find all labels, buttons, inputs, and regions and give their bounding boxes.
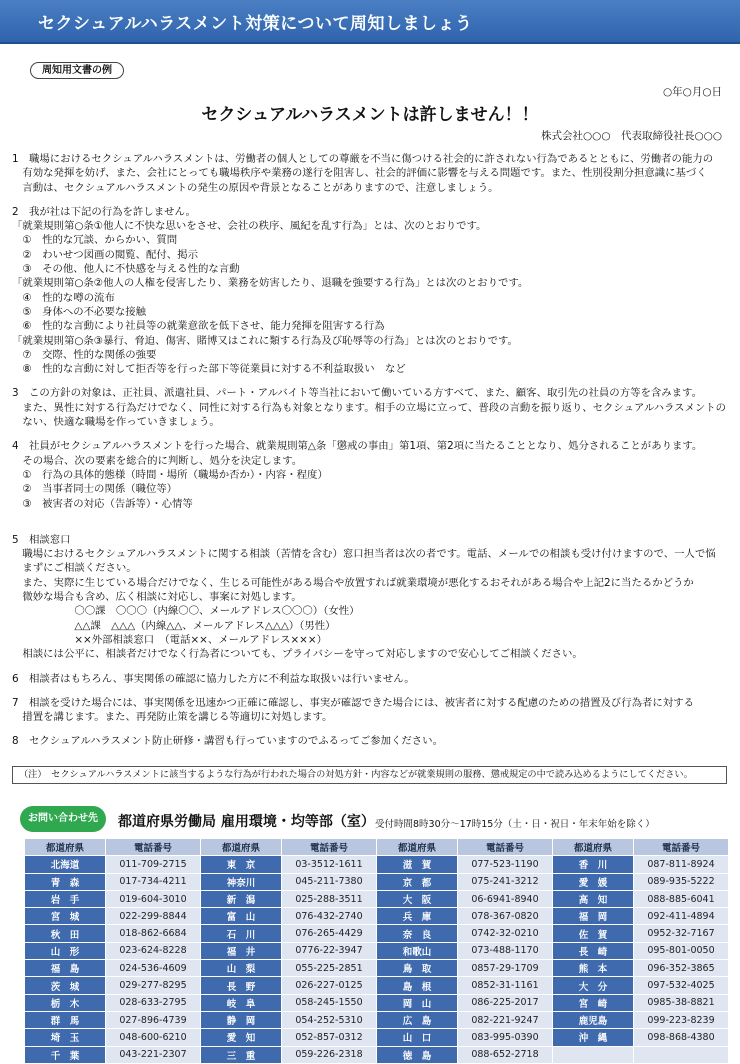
prefecture-cell: 愛 知 xyxy=(201,1029,281,1045)
phone-cell: 059-226-2318 xyxy=(282,1047,376,1063)
prefecture-cell: 長 崎 xyxy=(553,943,633,959)
phone-cell: 095-801-0050 xyxy=(634,943,728,959)
section-line: 4 社員がセクシュアルハラスメントを行った場合、就業規則第△条「懲戒の事由」第1項、第2項に当たることとなり、処分されることがあります。 xyxy=(12,440,703,453)
phone-cell: 043-221-2307 xyxy=(106,1047,200,1063)
prefecture-cell: 福 井 xyxy=(201,943,281,959)
table-row xyxy=(25,856,728,872)
prefecture-cell: 鹿児島 xyxy=(553,1012,633,1028)
section-line: 1 職場におけるセクシュアルハラスメントは、労働者の個人としての尊厳を不当に傷つける社会的に許されない行為であるとともに、労働者の能力の xyxy=(12,153,714,165)
section-line: ① 行為の具体的態様（時間・場所（職場か否か）・内容・程度） xyxy=(12,468,328,481)
phone-cell: 0852-31-1161 xyxy=(458,977,552,993)
section-line: また、異性に対する行為だけでなく、同性に対する行為も対象となります。相手の立場に立って、普段の言動を振り返り、セクシュアルハラスメントの xyxy=(12,401,727,414)
section-line: ② わいせつ図画の閲覧、配付、掲示 xyxy=(12,248,198,261)
prefecture-cell: 熊 本 xyxy=(553,960,633,976)
prefecture-cell: 奈 良 xyxy=(377,925,457,941)
prefecture-cell: 新 潟 xyxy=(201,891,281,907)
header-prefecture: 都道府県 xyxy=(377,839,457,855)
document-title: セクシュアルハラスメントは許しません！！ xyxy=(201,105,539,125)
phone-cell: 028-633-2795 xyxy=(106,995,200,1011)
section-line: ⑤ 身体への不必要な接触 xyxy=(12,305,147,318)
prefecture-cell: 京 都 xyxy=(377,874,457,890)
table-row xyxy=(25,943,728,959)
prefecture-cell: 千 葉 xyxy=(25,1047,105,1063)
phone-cell: 055-225-2851 xyxy=(282,960,376,976)
section-line: 職場におけるセクシュアルハラスメントに関する相談（苦情を含む）窓口担当者は次の者です。電話、メールでの相談も受け付けますので、一人で悩 xyxy=(12,548,716,561)
section-line: ⑥ 性的な言動により社員等の就業意欲を低下させ、能力発揮を阻害する行為 xyxy=(12,320,385,333)
phone-cell: 019-604-3010 xyxy=(106,891,200,907)
phone-cell: 026-227-0125 xyxy=(282,977,376,993)
prefecture-cell: 石 川 xyxy=(201,925,281,941)
phone-cell: 076-265-4429 xyxy=(282,925,376,941)
prefecture-cell: 埼 玉 xyxy=(25,1029,105,1045)
phone-cell: 0952-32-7167 xyxy=(634,925,728,941)
phone-cell: 083-995-0390 xyxy=(458,1029,552,1045)
table-row xyxy=(25,908,728,924)
prefecture-cell: 和歌山 xyxy=(377,943,457,959)
section-line: ③ その他、他人に不快感を与える性的な言動 xyxy=(12,263,240,276)
header-phone: 電話番号 xyxy=(282,839,376,855)
phone-cell: 087-811-8924 xyxy=(634,856,728,872)
prefecture-cell: 岡 山 xyxy=(377,995,457,1011)
section-3 xyxy=(12,386,732,429)
phone-cell: 022-299-8844 xyxy=(106,908,200,924)
phone-cell: 048-600-6210 xyxy=(106,1029,200,1045)
section-line: ④ 性的な噂の流布 xyxy=(12,291,115,304)
prefecture-cell: 大 阪 xyxy=(377,891,457,907)
table-row xyxy=(25,1047,728,1063)
table-row xyxy=(25,891,728,907)
section-4 xyxy=(12,439,732,510)
prefecture-cell: 大 分 xyxy=(553,977,633,993)
labour-bureau-directory xyxy=(24,838,729,1064)
prefecture-cell: 北海道 xyxy=(25,856,105,872)
phone-cell: 097-532-4025 xyxy=(634,977,728,993)
section-line: 言動は、セクシュアルハラスメントの発生の原因や背景となることがありますので、注意しましょう。 xyxy=(12,181,499,194)
phone-cell: 078-367-0820 xyxy=(458,908,552,924)
phone-cell: 011-709-2715 xyxy=(106,856,200,872)
phone-cell: 096-352-3865 xyxy=(634,960,728,976)
section-line: ⑧ 性的な言動に対して拒否等を行った部下等従業員に対する不利益取扱い など xyxy=(12,363,406,376)
section-line: まずにご相談ください。 xyxy=(12,562,137,575)
section-line: ⑦ 交際、性的な関係の強要 xyxy=(12,348,157,361)
prefecture-cell: 佐 賀 xyxy=(553,925,633,941)
phone-cell: 076-432-2740 xyxy=(282,908,376,924)
phone-cell: 017-734-4211 xyxy=(106,874,200,890)
section-line: ③ 被害者の対応（告訴等）・心情等 xyxy=(12,497,193,510)
contact-office: 都道府県労働局 雇用環境・均等部（室） xyxy=(118,814,375,830)
prefecture-cell: 神奈川 xyxy=(201,874,281,890)
prefecture-cell: 栃 木 xyxy=(25,995,105,1011)
section-line: 2 我が社は下記の行為を許しません。 xyxy=(12,205,196,218)
section-line: 有効な発揮を妨げ、また、会社にとっても職場秩序や業務の遂行を阻害し、社会的評価に影響を与える問題です。また、性別役割分担意識に基づく xyxy=(12,167,707,180)
header-prefecture: 都道府県 xyxy=(201,839,281,855)
header-prefecture: 都道府県 xyxy=(553,839,633,855)
section-line: 微妙な場合も含め、広く相談に対応し、事案に対処します。 xyxy=(12,591,302,604)
section-1 xyxy=(12,152,732,195)
prefecture-cell: 岐 阜 xyxy=(201,995,281,1011)
section-line: また、実際に生じている場合だけでなく、生じる可能性がある場合や放置すれば就業環境が悪化するおそれがある場合や上記2に当たるかどうか xyxy=(12,576,694,589)
prefecture-cell: 秋 田 xyxy=(25,925,105,941)
header-phone: 電話番号 xyxy=(458,839,552,855)
prefecture-cell: 兵 庫 xyxy=(377,908,457,924)
section-line: △△課 △△△（内線△△、メールアドレス△△△）（男性） xyxy=(12,619,336,632)
section-line: 5 相談窓口 xyxy=(12,533,71,546)
section-line: 措置を講じます。また、再発防止策を講じる等適切に対処します。 xyxy=(12,711,333,724)
section-line: ① 性的な冗談、からかい、質問 xyxy=(12,234,178,247)
prefecture-cell: 青 森 xyxy=(25,874,105,890)
phone-cell: 088-885-6041 xyxy=(634,891,728,907)
section-line: 相談には公平に、相談者だけでなく行為者についても、プライバシーを守って対応しますので安心してご相談ください。 xyxy=(12,648,583,661)
section-line: 「就業規則第○条②他人の人権を侵害したり、業務を妨害したり、退職を強要する行為」とは次のとおりです。 xyxy=(12,277,529,290)
section-7 xyxy=(12,696,732,725)
directory-body xyxy=(25,856,728,1063)
phone-cell: 025-288-3511 xyxy=(282,891,376,907)
prefecture-cell: 東 京 xyxy=(201,856,281,872)
phone-cell: 018-862-6684 xyxy=(106,925,200,941)
prefecture-cell: 群 馬 xyxy=(25,1012,105,1028)
prefecture-cell: 島 根 xyxy=(377,977,457,993)
prefecture-cell: 山 形 xyxy=(25,943,105,959)
prefecture-cell xyxy=(553,1047,633,1063)
prefecture-cell: 山 梨 xyxy=(201,960,281,976)
phone-cell: 073-488-1170 xyxy=(458,943,552,959)
header-phone: 電話番号 xyxy=(106,839,200,855)
banner-title: セクシュアルハラスメント対策について周知しましょう xyxy=(38,14,473,34)
phone-cell: 088-652-2718 xyxy=(458,1047,552,1063)
prefecture-cell: 愛 媛 xyxy=(553,874,633,890)
phone-cell: 0857-29-1709 xyxy=(458,960,552,976)
phone-cell: 086-225-2017 xyxy=(458,995,552,1011)
phone-cell: 075-241-3212 xyxy=(458,874,552,890)
phone-cell: 077-523-1190 xyxy=(458,856,552,872)
section-line: ××外部相談窓口 （電話××、メールアドレス×××） xyxy=(12,633,327,646)
prefecture-cell: 沖 縄 xyxy=(553,1029,633,1045)
section-line: 7 相談を受けた場合には、事実関係を迅速かつ正確に確認し、事実が確認できた場合には、被害者に対する配慮のための措置及び行為者に対する xyxy=(12,696,694,709)
phone-cell: 092-411-4894 xyxy=(634,908,728,924)
phone-cell: 024-536-4609 xyxy=(106,960,200,976)
phone-cell: 098-868-4380 xyxy=(634,1029,728,1045)
phone-cell: 054-252-5310 xyxy=(282,1012,376,1028)
phone-cell: 0776-22-3947 xyxy=(282,943,376,959)
table-row xyxy=(25,874,728,890)
contact-hours: 受付時間8時30分～17時15分（土・日・祝日・年末年始を除く） xyxy=(375,819,655,830)
section-line: ② 当事者同士の関係（職位等） xyxy=(12,483,178,496)
table-row xyxy=(25,960,728,976)
prefecture-cell: 宮 城 xyxy=(25,908,105,924)
table-row xyxy=(25,977,728,993)
policy-body xyxy=(12,152,732,749)
section-5 xyxy=(12,533,732,662)
phone-cell: 023-624-8228 xyxy=(106,943,200,959)
section-line: 〇〇課 〇〇〇（内線〇〇、メールアドレス〇〇〇）（女性） xyxy=(12,605,360,618)
prefecture-cell: 滋 賀 xyxy=(377,856,457,872)
prefecture-cell: 三 重 xyxy=(201,1047,281,1063)
phone-cell: 058-245-1550 xyxy=(282,995,376,1011)
prefecture-cell: 長 野 xyxy=(201,977,281,993)
phone-cell: 089-935-5222 xyxy=(634,874,728,890)
phone-cell: 0985-38-8821 xyxy=(634,995,728,1011)
company-signature: 株式会社○○○ 代表取締役社長○○○ xyxy=(541,130,722,142)
prefecture-cell: 岩 手 xyxy=(25,891,105,907)
prefecture-cell: 富 山 xyxy=(201,908,281,924)
phone-cell: 06-6941-8940 xyxy=(458,891,552,907)
section-line: 8 セクシュアルハラスメント防止研修・講習も行っていますのでふるってご参加ください。 xyxy=(12,735,443,748)
prefecture-cell: 福 岡 xyxy=(553,908,633,924)
section-line: 「就業規則第○条③暴行、脅迫、傷害、賭博又はこれに類する行為及び恥辱等の行為」とは次のとおりです。 xyxy=(12,334,518,347)
section-2 xyxy=(12,205,732,377)
phone-cell: 029-277-8295 xyxy=(106,977,200,993)
phone-cell: 052-857-0312 xyxy=(282,1029,376,1045)
phone-cell xyxy=(634,1047,728,1063)
prefecture-cell: 鳥 取 xyxy=(377,960,457,976)
contact-badge: お問い合わせ先 xyxy=(20,806,106,832)
table-row xyxy=(25,995,728,1011)
prefecture-cell: 広 島 xyxy=(377,1012,457,1028)
prefecture-cell: 山 口 xyxy=(377,1029,457,1045)
section-line: 「就業規則第○条①他人に不快な思いをさせ、会社の秩序、風紀を乱す行為」とは、次のとおりです。 xyxy=(12,220,487,233)
section-8 xyxy=(12,734,732,748)
phone-cell: 027-896-4739 xyxy=(106,1012,200,1028)
phone-cell: 045-211-7380 xyxy=(282,874,376,890)
section-line: 3 この方針の対象は、正社員、派遣社員、パート・アルバイト等当社において働いている方すべて、また、顧客、取引先の社員の方等を含みます。 xyxy=(12,387,702,400)
prefecture-cell: 宮 崎 xyxy=(553,995,633,1011)
prefecture-cell: 茨 城 xyxy=(25,977,105,993)
document-date: ○年○月○日 xyxy=(663,86,722,98)
table-row xyxy=(25,1012,728,1028)
table-row xyxy=(25,925,728,941)
phone-cell: 0742-32-0210 xyxy=(458,925,552,941)
prefecture-cell: 高 知 xyxy=(553,891,633,907)
prefecture-cell: 徳 島 xyxy=(377,1047,457,1063)
section-line: その場合、次の要素を総合的に判断し、処分を決定します。 xyxy=(12,454,303,467)
section-6 xyxy=(12,672,732,686)
header-prefecture: 都道府県 xyxy=(25,839,105,855)
phone-cell: 082-221-9247 xyxy=(458,1012,552,1028)
section-line: ない、快適な職場を作っていきましょう。 xyxy=(12,416,220,429)
table-row xyxy=(25,1029,728,1045)
header-phone: 電話番号 xyxy=(634,839,728,855)
directory-header-row xyxy=(25,839,728,855)
header-banner xyxy=(0,0,740,44)
prefecture-cell: 福 島 xyxy=(25,960,105,976)
prefecture-cell: 香 川 xyxy=(553,856,633,872)
phone-cell: 03-3512-1611 xyxy=(282,856,376,872)
note-box: （注） セクシュアルハラスメントに該当するような行為が行われた場合の対処方針・内容などが就業規則の服務、懲戒規定の中で読み込めるようにしてください。 xyxy=(12,766,727,784)
prefecture-cell: 静 岡 xyxy=(201,1012,281,1028)
sample-document-tag: 周知用文書の例 xyxy=(30,62,124,79)
phone-cell: 099-223-8239 xyxy=(634,1012,728,1028)
section-line: 6 相談者はもちろん、事実関係の確認に協力した方に不利益な取扱いは行いません。 xyxy=(12,672,415,685)
